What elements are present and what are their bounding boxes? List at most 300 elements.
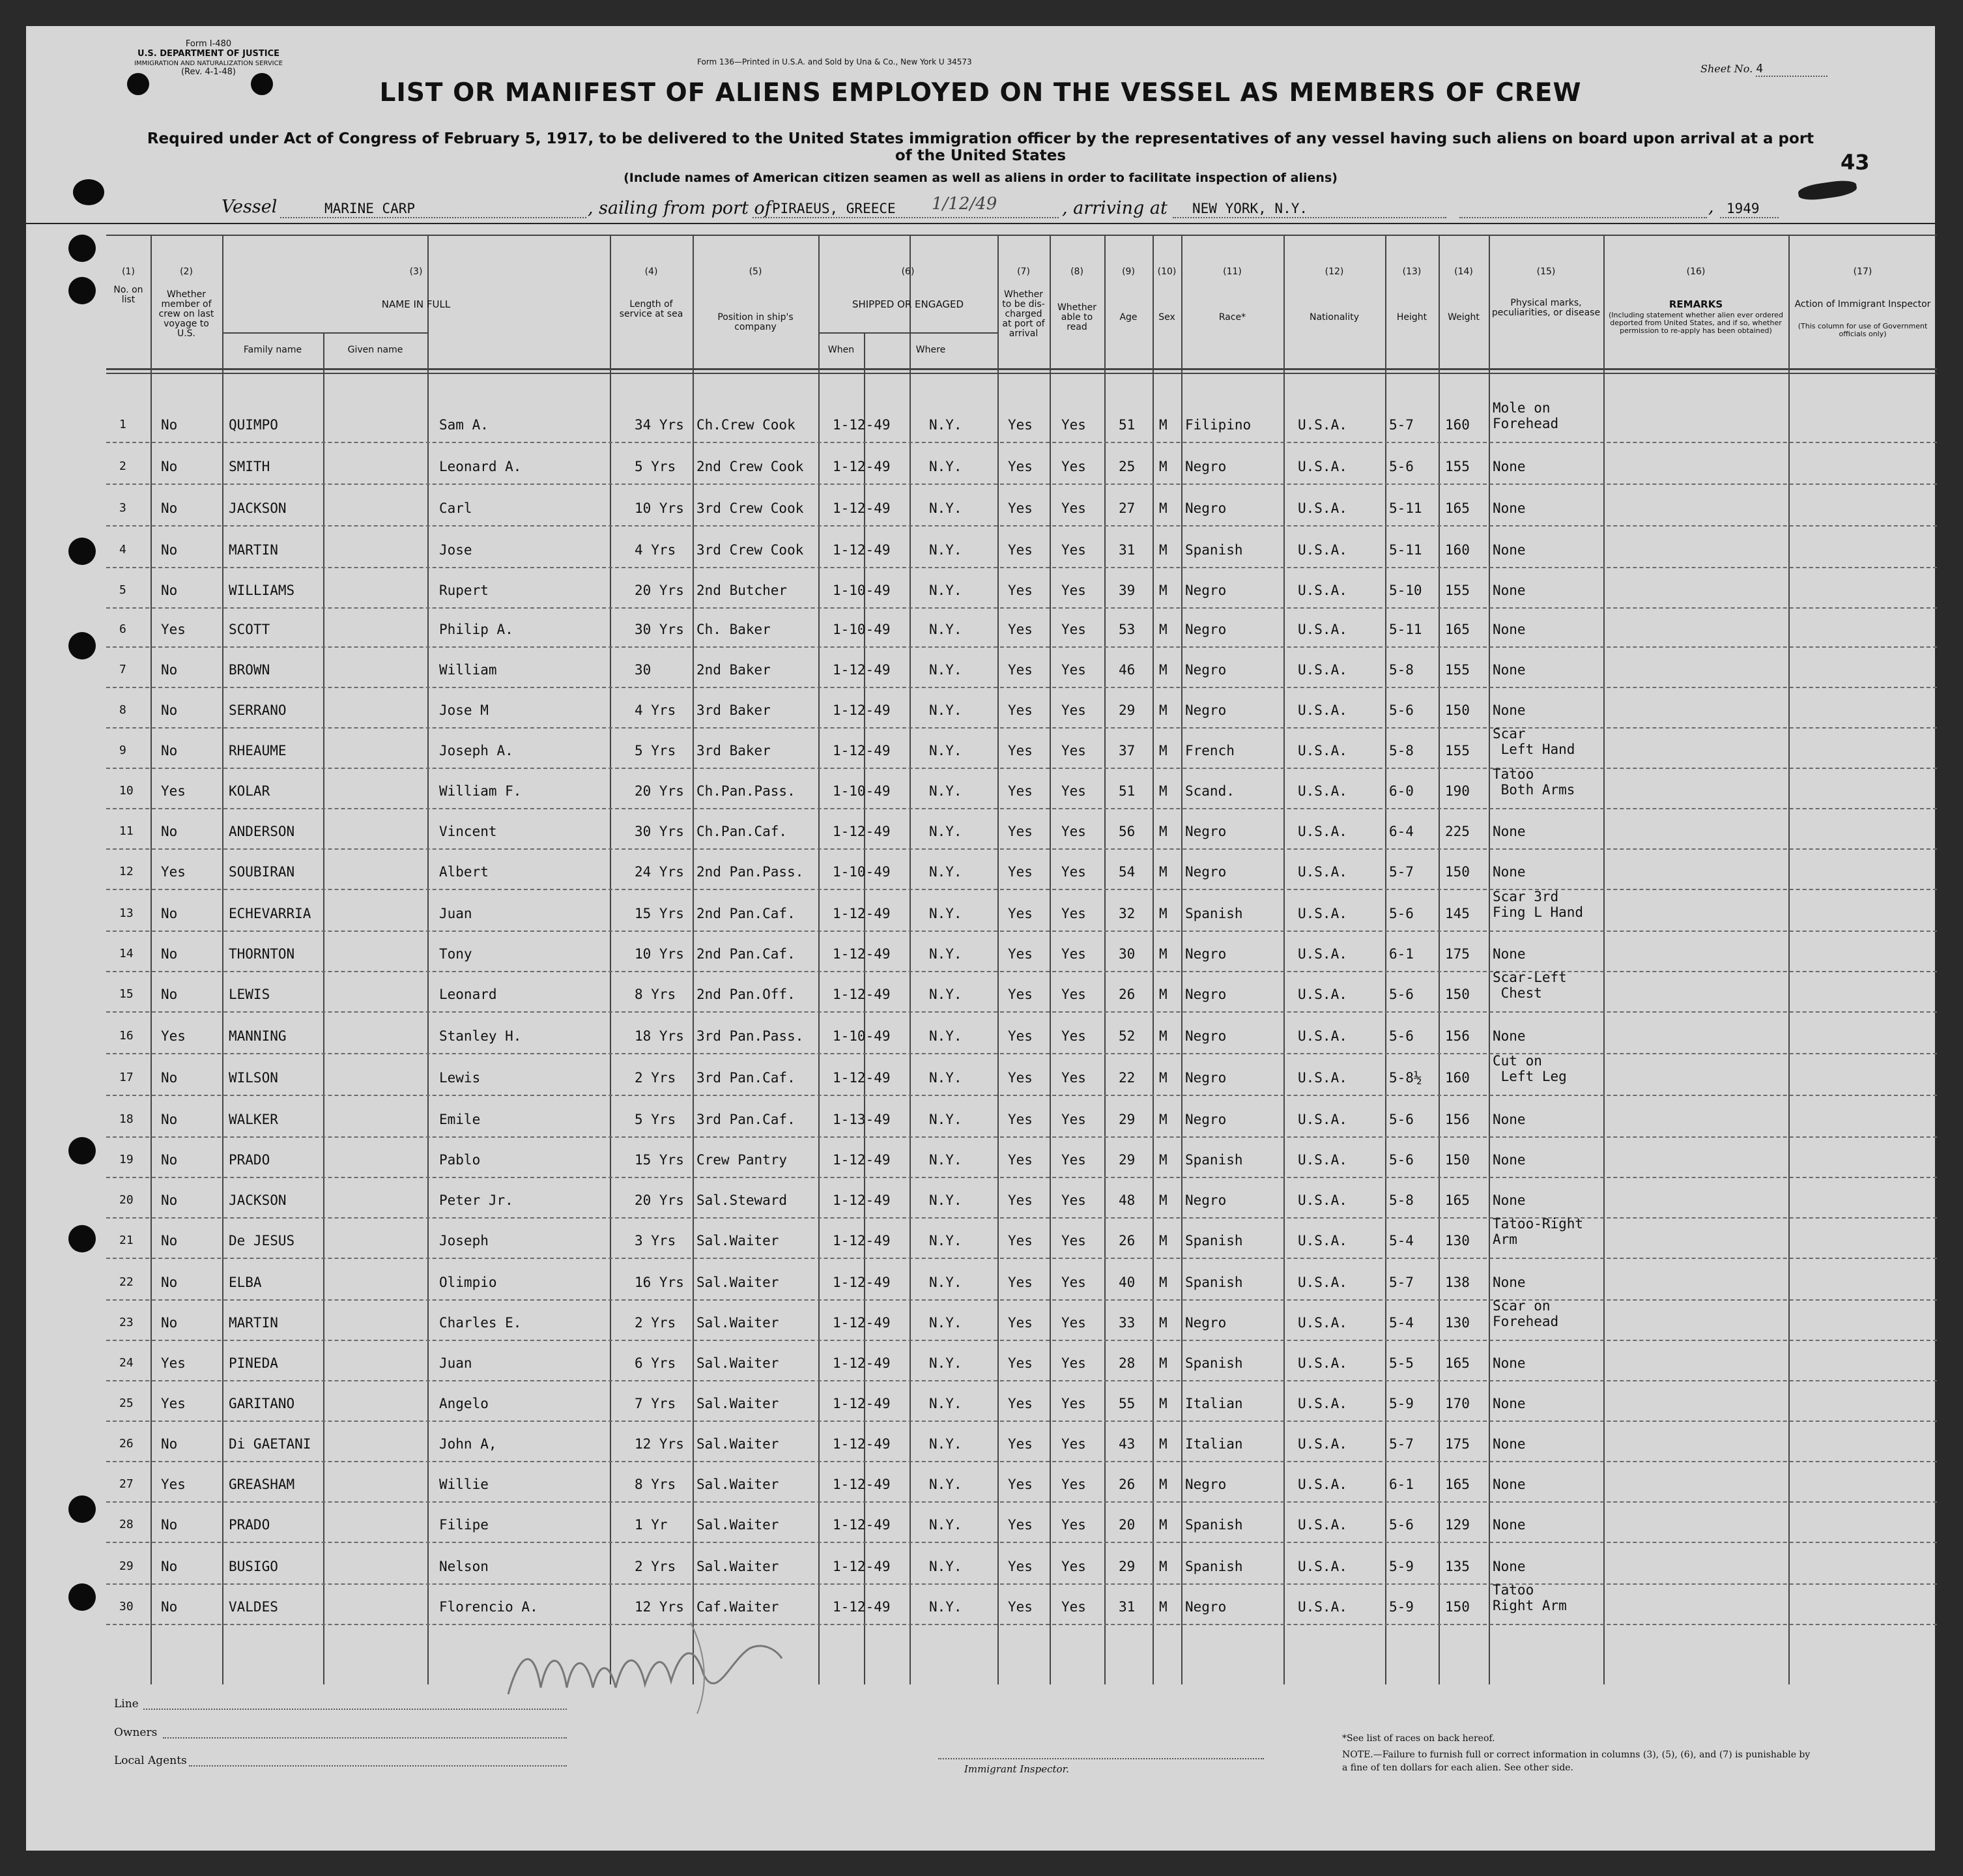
row-number: 22 bbox=[119, 1275, 134, 1289]
sex: M bbox=[1159, 783, 1168, 799]
physical-marks: None bbox=[1493, 1396, 1526, 1411]
nationality: U.S.A. bbox=[1298, 583, 1347, 598]
shipped-when: 1-12-49 bbox=[833, 1070, 891, 1086]
column-number: (3) bbox=[409, 267, 423, 277]
port-from-underline bbox=[752, 217, 1059, 218]
family-name: ELBA bbox=[229, 1275, 262, 1290]
crew-member-flag: No bbox=[161, 1070, 178, 1086]
shipped-when: 1-12-49 bbox=[833, 906, 891, 921]
able-to-read: Yes bbox=[1061, 702, 1086, 718]
given-name: Stanley H. bbox=[439, 1028, 522, 1044]
row-rule bbox=[106, 889, 1937, 890]
position: Sal.Steward bbox=[696, 1192, 788, 1208]
age: 31 bbox=[1119, 1599, 1136, 1615]
row-number: 9 bbox=[119, 743, 126, 757]
age: 37 bbox=[1119, 743, 1136, 758]
family-name: PRADO bbox=[229, 1517, 270, 1533]
column-label: Race* bbox=[1218, 312, 1246, 323]
shipped-when: 1-12-49 bbox=[833, 459, 891, 474]
shipped-when: 1-13-49 bbox=[833, 1112, 891, 1127]
row-rule bbox=[106, 1380, 1937, 1381]
column-label: Whether able to read bbox=[1057, 302, 1097, 332]
nationality: U.S.A. bbox=[1298, 1599, 1347, 1615]
service-length: 12 Yrs bbox=[635, 1599, 684, 1615]
given-name: Tony bbox=[439, 946, 472, 962]
discharged-flag: Yes bbox=[1008, 1192, 1033, 1208]
given-name: Filipe bbox=[439, 1517, 489, 1533]
race: Italian bbox=[1185, 1436, 1243, 1452]
row-rule bbox=[106, 525, 1937, 527]
row-number: 16 bbox=[119, 1029, 134, 1043]
weight: 145 bbox=[1445, 906, 1470, 921]
column-divider bbox=[1050, 235, 1051, 1684]
position: Ch.Pan.Pass. bbox=[696, 783, 795, 799]
nationality: U.S.A. bbox=[1298, 702, 1347, 718]
age: 29 bbox=[1119, 1559, 1136, 1574]
height: 5-8 bbox=[1389, 662, 1414, 678]
race: Spanish bbox=[1185, 906, 1243, 921]
discharged-flag: Yes bbox=[1008, 459, 1033, 474]
weight: 155 bbox=[1445, 743, 1470, 758]
race: Spanish bbox=[1185, 542, 1243, 558]
weight: 165 bbox=[1445, 500, 1470, 516]
able-to-read: Yes bbox=[1061, 743, 1086, 758]
shipped-where: N.Y. bbox=[929, 662, 962, 678]
race: Negro bbox=[1185, 622, 1227, 637]
shipped-when: 1-12-49 bbox=[833, 662, 891, 678]
able-to-read: Yes bbox=[1061, 583, 1086, 598]
height: 6-1 bbox=[1389, 946, 1414, 962]
row-number: 26 bbox=[119, 1437, 134, 1450]
sex: M bbox=[1159, 1315, 1168, 1331]
row-rule bbox=[106, 1542, 1937, 1543]
service-length: 24 Yrs bbox=[635, 864, 684, 880]
vessel-label: Vessel bbox=[222, 197, 278, 217]
row-number: 7 bbox=[119, 663, 126, 676]
column-divider bbox=[818, 235, 820, 1684]
column-number: (10) bbox=[1157, 267, 1177, 277]
weight: 130 bbox=[1445, 1315, 1470, 1331]
row-rule bbox=[106, 1624, 1937, 1625]
age: 26 bbox=[1119, 987, 1136, 1002]
races-note: *See list of races on back hereof. bbox=[1342, 1733, 1495, 1744]
row-number: 27 bbox=[119, 1477, 134, 1491]
weight: 150 bbox=[1445, 864, 1470, 880]
service-length: 18 Yrs bbox=[635, 1028, 684, 1044]
race: Italian bbox=[1185, 1396, 1243, 1411]
row-number: 20 bbox=[119, 1193, 134, 1207]
race: Negro bbox=[1185, 987, 1227, 1002]
able-to-read: Yes bbox=[1061, 500, 1086, 516]
race: Negro bbox=[1185, 583, 1227, 598]
row-number: 17 bbox=[119, 1071, 134, 1084]
row-number: 1 bbox=[119, 418, 126, 431]
column-divider bbox=[222, 235, 223, 1684]
able-to-read: Yes bbox=[1061, 662, 1086, 678]
sex: M bbox=[1159, 459, 1168, 474]
agents-underline bbox=[189, 1765, 567, 1767]
include-note: (Include names of American citizen seamen as well as aliens in order to facilitate inspection of aliens) bbox=[623, 171, 1338, 185]
crew-member-flag: No bbox=[161, 583, 178, 598]
position: 2nd Pan.Off. bbox=[696, 987, 795, 1002]
given-name: Angelo bbox=[439, 1396, 489, 1411]
row-number: 5 bbox=[119, 583, 126, 597]
column-number: (9) bbox=[1122, 267, 1135, 277]
physical-marks: Scar 3rd Fing L Hand bbox=[1493, 889, 1584, 920]
shipped-where: N.Y. bbox=[929, 500, 962, 516]
nationality: U.S.A. bbox=[1298, 1477, 1347, 1492]
sex: M bbox=[1159, 1070, 1168, 1086]
family-name: SMITH bbox=[229, 459, 270, 474]
height: 5-6 bbox=[1389, 1112, 1414, 1127]
row-number: 10 bbox=[119, 784, 134, 798]
able-to-read: Yes bbox=[1061, 542, 1086, 558]
service-length: 3 Yrs bbox=[635, 1233, 676, 1248]
position: Crew Pantry bbox=[696, 1152, 788, 1168]
column-divider bbox=[1439, 235, 1440, 1684]
nationality: U.S.A. bbox=[1298, 1275, 1347, 1290]
shipped-where: N.Y. bbox=[929, 1517, 962, 1533]
shipped-where: N.Y. bbox=[929, 906, 962, 921]
service-length: 4 Yrs bbox=[635, 542, 676, 558]
able-to-read: Yes bbox=[1061, 1275, 1086, 1290]
sex: M bbox=[1159, 1517, 1168, 1533]
row-number: 19 bbox=[119, 1153, 134, 1166]
height: 5-9 bbox=[1389, 1559, 1414, 1574]
row-rule bbox=[106, 1299, 1937, 1301]
weight: 150 bbox=[1445, 702, 1470, 718]
race: Filipino bbox=[1185, 417, 1252, 433]
family-name: VALDES bbox=[229, 1599, 278, 1615]
sex: M bbox=[1159, 1477, 1168, 1492]
column-number: (15) bbox=[1536, 267, 1556, 277]
sheet-number bbox=[1700, 62, 1827, 77]
height: 5-11 bbox=[1389, 500, 1422, 516]
crew-member-flag: No bbox=[161, 1436, 178, 1452]
column-divider bbox=[150, 235, 152, 1684]
age: 33 bbox=[1119, 1315, 1136, 1331]
weight: 150 bbox=[1445, 1599, 1470, 1615]
year-underline bbox=[1720, 217, 1779, 218]
crew-member-flag: Yes bbox=[161, 622, 186, 637]
shipped-when: 1-12-49 bbox=[833, 1355, 891, 1371]
crew-member-flag: No bbox=[161, 1152, 178, 1168]
given-name: Willie bbox=[439, 1477, 489, 1492]
height: 5-6 bbox=[1389, 987, 1414, 1002]
able-to-read: Yes bbox=[1061, 1315, 1086, 1331]
shipped-where: N.Y. bbox=[929, 1396, 962, 1411]
discharged-flag: Yes bbox=[1008, 1275, 1033, 1290]
position: 3rd Crew Cook bbox=[696, 500, 804, 516]
able-to-read: Yes bbox=[1061, 1233, 1086, 1248]
discharged-flag: Yes bbox=[1008, 1517, 1033, 1533]
weight: 225 bbox=[1445, 824, 1470, 839]
year: 1949 bbox=[1727, 201, 1760, 216]
position: Ch. Baker bbox=[696, 622, 771, 637]
nationality: U.S.A. bbox=[1298, 1192, 1347, 1208]
physical-marks: None bbox=[1493, 702, 1526, 718]
signature-scribble bbox=[495, 1609, 801, 1720]
shipped-where: N.Y. bbox=[929, 459, 962, 474]
row-rule bbox=[106, 442, 1937, 443]
shipped-where: N.Y. bbox=[929, 1152, 962, 1168]
able-to-read: Yes bbox=[1061, 459, 1086, 474]
weight: 160 bbox=[1445, 1070, 1470, 1086]
nationality: U.S.A. bbox=[1298, 906, 1347, 921]
sex: M bbox=[1159, 500, 1168, 516]
row-rule bbox=[106, 1421, 1937, 1422]
sex: M bbox=[1159, 1599, 1168, 1615]
age: 26 bbox=[1119, 1233, 1136, 1248]
row-rule bbox=[106, 646, 1937, 648]
column-label: REMARKS bbox=[1669, 298, 1723, 310]
crew-member-flag: No bbox=[161, 662, 178, 678]
given-name: Joseph A. bbox=[439, 743, 513, 758]
service-length: 10 Yrs bbox=[635, 500, 684, 516]
age: 27 bbox=[1119, 500, 1136, 516]
sex: M bbox=[1159, 1028, 1168, 1044]
position: Sal.Waiter bbox=[696, 1396, 779, 1411]
nationality: U.S.A. bbox=[1298, 743, 1347, 758]
crew-member-flag: No bbox=[161, 946, 178, 962]
punch-hole bbox=[68, 235, 96, 262]
weight: 175 bbox=[1445, 946, 1470, 962]
given-name: Joseph bbox=[439, 1233, 489, 1248]
service-length: 16 Yrs bbox=[635, 1275, 684, 1290]
race: Scand. bbox=[1185, 783, 1235, 799]
given-name-label: Given name bbox=[347, 345, 403, 355]
nationality: U.S.A. bbox=[1298, 1112, 1347, 1127]
weight: 150 bbox=[1445, 1152, 1470, 1168]
height: 5-7 bbox=[1389, 417, 1414, 433]
height: 5-6 bbox=[1389, 459, 1414, 474]
shipped-where: N.Y. bbox=[929, 1477, 962, 1492]
row-rule bbox=[106, 1217, 1937, 1219]
given-name: Vincent bbox=[439, 824, 497, 839]
crew-member-flag: No bbox=[161, 987, 178, 1002]
row-number: 3 bbox=[119, 501, 126, 515]
service-length: 6 Yrs bbox=[635, 1355, 676, 1371]
row-rule bbox=[106, 1095, 1937, 1096]
physical-marks: Mole on Forehead bbox=[1493, 400, 1559, 431]
position: Sal.Waiter bbox=[696, 1233, 779, 1248]
given-name: William F. bbox=[439, 783, 522, 799]
family-name: ANDERSON bbox=[229, 824, 295, 839]
crew-manifest-table bbox=[106, 235, 1937, 1684]
weight: 129 bbox=[1445, 1517, 1470, 1533]
row-number: 30 bbox=[119, 1600, 134, 1613]
nationality: U.S.A. bbox=[1298, 662, 1347, 678]
nationality: U.S.A. bbox=[1298, 824, 1347, 839]
row-number: 11 bbox=[119, 824, 134, 838]
service-length: 4 Yrs bbox=[635, 702, 676, 718]
height: 5-10 bbox=[1389, 583, 1422, 598]
shipped-when: 1-10-49 bbox=[833, 622, 891, 637]
able-to-read: Yes bbox=[1061, 1070, 1086, 1086]
row-rule bbox=[106, 483, 1937, 485]
position: 2nd Crew Cook bbox=[696, 459, 804, 474]
given-name: Charles E. bbox=[439, 1315, 522, 1331]
race: Spanish bbox=[1185, 1233, 1243, 1248]
column-label: Action of Immigrant Inspector bbox=[1794, 299, 1931, 310]
sheet-value: 4 bbox=[1756, 62, 1827, 77]
discharged-flag: Yes bbox=[1008, 1070, 1033, 1086]
row-number: 14 bbox=[119, 947, 134, 960]
family-name: ECHEVARRIA bbox=[229, 906, 311, 921]
family-name: SCOTT bbox=[229, 622, 270, 637]
height: 6-0 bbox=[1389, 783, 1414, 799]
column-label: SHIPPED OR ENGAGED bbox=[852, 298, 964, 310]
date-underline bbox=[1459, 217, 1707, 218]
family-name: JACKSON bbox=[229, 1192, 287, 1208]
physical-marks: Cut on Left Leg bbox=[1493, 1053, 1567, 1084]
discharged-flag: Yes bbox=[1008, 622, 1033, 637]
year-separator: , bbox=[1708, 197, 1714, 217]
height: 5-5 bbox=[1389, 1355, 1414, 1371]
nationality: U.S.A. bbox=[1298, 1152, 1347, 1168]
position: Sal.Waiter bbox=[696, 1315, 779, 1331]
age: 48 bbox=[1119, 1192, 1136, 1208]
given-name: William bbox=[439, 662, 497, 678]
discharged-flag: Yes bbox=[1008, 702, 1033, 718]
able-to-read: Yes bbox=[1061, 1436, 1086, 1452]
age: 28 bbox=[1119, 1355, 1136, 1371]
sex: M bbox=[1159, 1436, 1168, 1452]
position: Sal.Waiter bbox=[696, 1517, 779, 1533]
height: 5-8 bbox=[1389, 743, 1414, 758]
discharged-flag: Yes bbox=[1008, 542, 1033, 558]
nationality: U.S.A. bbox=[1298, 417, 1347, 433]
header-rule bbox=[26, 223, 1935, 224]
height: 5-6 bbox=[1389, 1152, 1414, 1168]
crew-member-flag: No bbox=[161, 1517, 178, 1533]
service-length: 20 Yrs bbox=[635, 1192, 684, 1208]
height: 5-7 bbox=[1389, 864, 1414, 880]
sex: M bbox=[1159, 906, 1168, 921]
row-rule bbox=[106, 1053, 1937, 1054]
column-divider bbox=[1104, 235, 1106, 1684]
given-name: Peter Jr. bbox=[439, 1192, 513, 1208]
given-name: Nelson bbox=[439, 1559, 489, 1574]
crew-member-flag: Yes bbox=[161, 1477, 186, 1492]
row-number: 4 bbox=[119, 543, 126, 556]
shipped-when: 1-12-49 bbox=[833, 1192, 891, 1208]
family-name: GREASHAM bbox=[229, 1477, 295, 1492]
age: 55 bbox=[1119, 1396, 1136, 1411]
sex: M bbox=[1159, 824, 1168, 839]
column-number: (13) bbox=[1402, 267, 1422, 277]
race: Spanish bbox=[1185, 1152, 1243, 1168]
column-number: (4) bbox=[644, 267, 658, 277]
row-rule bbox=[106, 768, 1937, 769]
race: Negro bbox=[1185, 1028, 1227, 1044]
column-divider bbox=[610, 235, 611, 1684]
able-to-read: Yes bbox=[1061, 1112, 1086, 1127]
weight: 175 bbox=[1445, 1436, 1470, 1452]
column-divider bbox=[997, 235, 999, 1684]
weight: 165 bbox=[1445, 1477, 1470, 1492]
race: Spanish bbox=[1185, 1517, 1243, 1533]
nationality: U.S.A. bbox=[1298, 1315, 1347, 1331]
given-name: Olimpio bbox=[439, 1275, 497, 1290]
age: 20 bbox=[1119, 1517, 1136, 1533]
service-length: 7 Yrs bbox=[635, 1396, 676, 1411]
shipped-when: 1-12-49 bbox=[833, 1152, 891, 1168]
able-to-read: Yes bbox=[1061, 1355, 1086, 1371]
weight: 150 bbox=[1445, 987, 1470, 1002]
service-length: 2 Yrs bbox=[635, 1315, 676, 1331]
punch-hole bbox=[68, 632, 96, 659]
shipped-when: 1-12-49 bbox=[833, 1315, 891, 1331]
family-name: Di GAETANI bbox=[229, 1436, 311, 1452]
page-title: LIST OR MANIFEST OF ALIENS EMPLOYED ON THE VESSEL AS MEMBERS OF CREW bbox=[379, 78, 1582, 108]
row-number: 12 bbox=[119, 865, 134, 878]
weight: 155 bbox=[1445, 459, 1470, 474]
column-label: Whether member of crew on last voyage to U.S. bbox=[158, 289, 214, 339]
sex: M bbox=[1159, 1152, 1168, 1168]
position: 3rd Pan.Pass. bbox=[696, 1028, 804, 1044]
family-name: LEWIS bbox=[229, 987, 270, 1002]
age: 29 bbox=[1119, 702, 1136, 718]
crew-member-flag: No bbox=[161, 417, 178, 433]
height: 5-8 bbox=[1389, 1192, 1414, 1208]
physical-marks: Scar Left Hand bbox=[1493, 726, 1575, 757]
row-number: 15 bbox=[119, 987, 134, 1001]
race: Negro bbox=[1185, 1192, 1227, 1208]
row-rule bbox=[106, 567, 1937, 568]
crew-member-flag: No bbox=[161, 906, 178, 921]
given-name: Jose M bbox=[439, 702, 489, 718]
sex: M bbox=[1159, 622, 1168, 637]
family-name: QUIMPO bbox=[229, 417, 278, 433]
age: 29 bbox=[1119, 1152, 1136, 1168]
age: 25 bbox=[1119, 459, 1136, 474]
family-name: De JESUS bbox=[229, 1233, 295, 1248]
service-length: 2 Yrs bbox=[635, 1559, 676, 1574]
service-length: 34 Yrs bbox=[635, 417, 684, 433]
manifest-sheet bbox=[26, 26, 1935, 1851]
family-name: WILSON bbox=[229, 1070, 278, 1086]
age: 39 bbox=[1119, 583, 1136, 598]
discharged-flag: Yes bbox=[1008, 1436, 1033, 1452]
weight: 165 bbox=[1445, 622, 1470, 637]
remarks-sublabel: (Including statement whether alien ever ordered deported from United States, and if so, whether permission to re-apply has been obtained) bbox=[1608, 311, 1783, 335]
service-length: 20 Yrs bbox=[635, 783, 684, 799]
race: Negro bbox=[1185, 500, 1227, 516]
given-name: Sam A. bbox=[439, 417, 489, 433]
able-to-read: Yes bbox=[1061, 1559, 1086, 1574]
service-length: 5 Yrs bbox=[635, 743, 676, 758]
column-number: (11) bbox=[1223, 267, 1242, 277]
crew-member-flag: Yes bbox=[161, 1355, 186, 1371]
row-rule bbox=[106, 1136, 1937, 1138]
name-subheader-rule bbox=[222, 332, 427, 334]
shipped-when: 1-12-49 bbox=[833, 946, 891, 962]
crew-member-flag: No bbox=[161, 459, 178, 474]
inspector-sublabel: (This column for use of Government officials only) bbox=[1798, 322, 1928, 338]
race: Negro bbox=[1185, 864, 1227, 880]
sex: M bbox=[1159, 1233, 1168, 1248]
family-name: MANNING bbox=[229, 1028, 287, 1044]
punch-hole bbox=[68, 538, 96, 565]
age: 43 bbox=[1119, 1436, 1136, 1452]
shipped-when: 1-12-49 bbox=[833, 1233, 891, 1248]
sheet-label: Sheet No. bbox=[1700, 63, 1753, 75]
service-length: 10 Yrs bbox=[635, 946, 684, 962]
family-name: GARITANO bbox=[229, 1396, 295, 1411]
height: 5-6 bbox=[1389, 1517, 1414, 1533]
owners-underline bbox=[163, 1737, 567, 1739]
